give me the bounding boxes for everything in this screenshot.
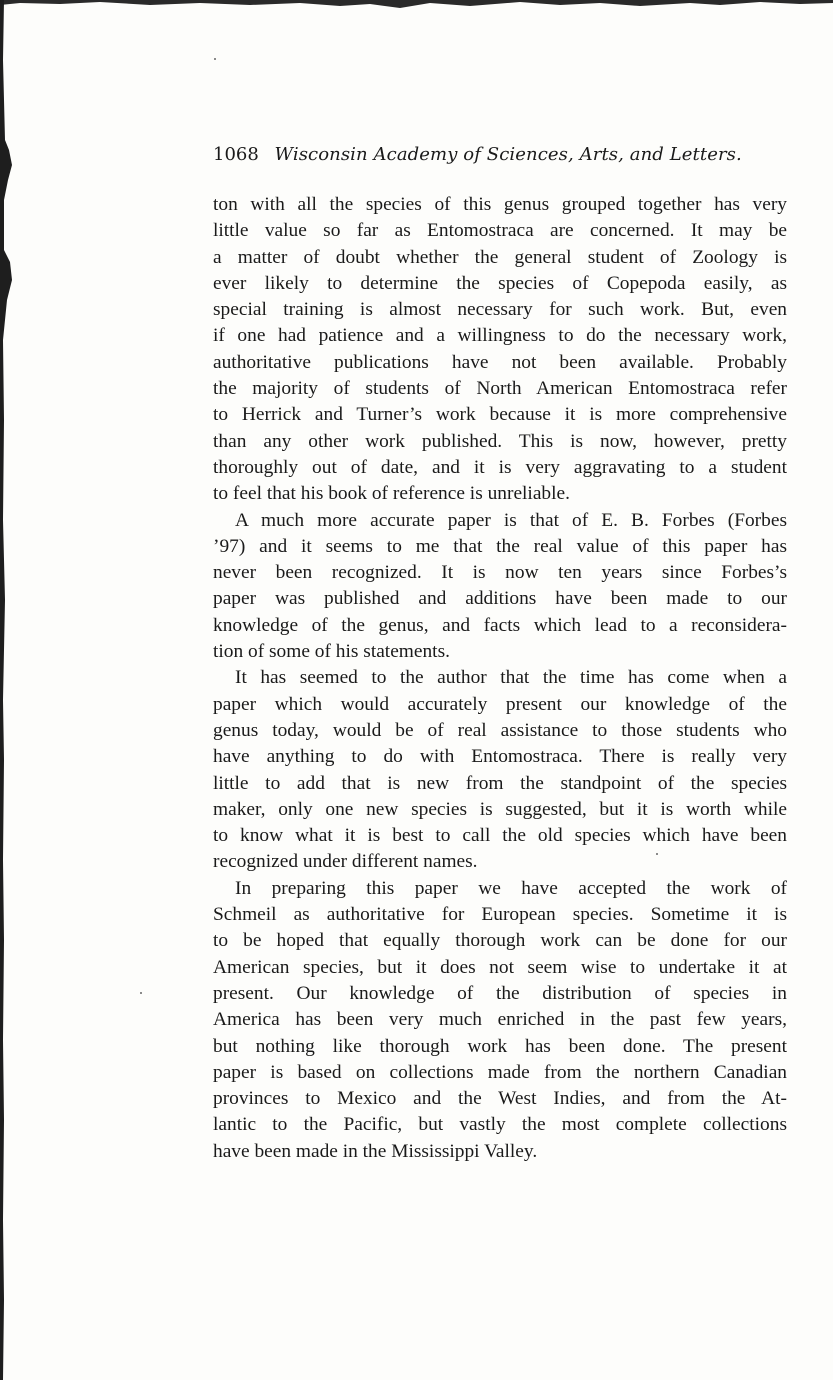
text-line: paper which would accurately present our knowledge of the: [213, 693, 787, 715]
text-line: ton with all the species of this genus grouped together has very: [213, 194, 787, 215]
paragraph: [213, 192, 787, 508]
text-line: the majority of students of North American Entomostraca refer: [213, 378, 787, 400]
text-line: America has been very much enriched in the past few years,: [213, 1009, 787, 1031]
running-header: [213, 143, 793, 167]
text-line: lantic to the Pacific, but vastly the most complete collections: [213, 1114, 787, 1136]
text-line: have anything to do with Entomostraca. There is really very: [213, 746, 787, 768]
text-line: a matter of doubt whether the general student of Zoology is: [213, 246, 787, 268]
text-line: to be hoped that equally thorough work can be done for our: [213, 930, 787, 952]
text-line: authoritative publications have not been available. Probably: [213, 351, 787, 373]
body-text: [213, 192, 787, 1165]
text-line: special training is almost necessary for such work. But, even: [213, 299, 787, 321]
text-line: In preparing this paper we have accepted the work of: [235, 877, 787, 899]
page-left-edge: [0, 0, 16, 1380]
text-line: A much more accurate paper is that of E. B. Forbes (Forbes: [235, 509, 787, 531]
text-line: paper is based on collections made from the northern Canadian: [213, 1061, 787, 1083]
text-line: It has seemed to the author that the time has come when a: [235, 667, 787, 689]
running-title: Wisconsin Academy of Sciences, Arts, and Letters.: [274, 144, 742, 165]
text-line: to Herrick and Turner’s work because it is more comprehensive: [213, 404, 787, 426]
text-line: never been recognized. It is now ten years since Forbes’s: [213, 562, 787, 584]
text-line: ever likely to determine the species of Copepoda easily, as: [213, 272, 787, 294]
text-line: tion of some of his statements.: [213, 641, 450, 663]
text-line: maker, only one new species is suggested, but it is worth while: [213, 798, 787, 820]
text-line: if one had patience and a willingness to do the necessary work,: [213, 325, 787, 347]
text-line: knowledge of the genus, and facts which lead to a reconsidera-: [213, 614, 787, 636]
text-line: little to add that is new from the standpoint of the species: [213, 772, 787, 794]
text-line: American species, but it does not seem wise to undertake it at: [213, 956, 787, 978]
text-line: to know what it is best to call the old species which have been: [213, 825, 787, 847]
text-line: thoroughly out of date, and it is very aggravating to a student: [213, 456, 787, 478]
text-line: but nothing like thorough work has been done. The present: [213, 1035, 787, 1057]
text-line: Schmeil as authoritative for European species. Sometime it is: [213, 904, 787, 926]
paragraph: [213, 876, 787, 1165]
page-top-edge: [0, 0, 833, 12]
text-line: ’97) and it seems to me that the real value of this paper has: [213, 535, 787, 557]
text-line: genus today, would be of real assistance to those students who: [213, 719, 787, 741]
text-line: paper was published and additions have been made to our: [213, 588, 787, 610]
text-line: than any other work published. This is now, however, pretty: [213, 430, 787, 452]
text-line: have been made in the Mississippi Valley.: [213, 1140, 538, 1162]
scan-speck: [140, 992, 142, 994]
paragraph: [213, 508, 787, 666]
text-line: recognized under different names.: [213, 851, 478, 873]
text-line: present. Our knowledge of the distribution of species in: [213, 982, 787, 1004]
paragraph: [213, 665, 787, 875]
text-line: provinces to Mexico and the West Indies, and from the At-: [213, 1088, 787, 1110]
text-line: little value so far as Entomostraca are concerned. It may be: [213, 220, 787, 242]
page-number: 1068: [213, 144, 259, 165]
text-line: to feel that his book of reference is unreliable.: [213, 483, 570, 505]
scan-speck: [214, 58, 216, 60]
